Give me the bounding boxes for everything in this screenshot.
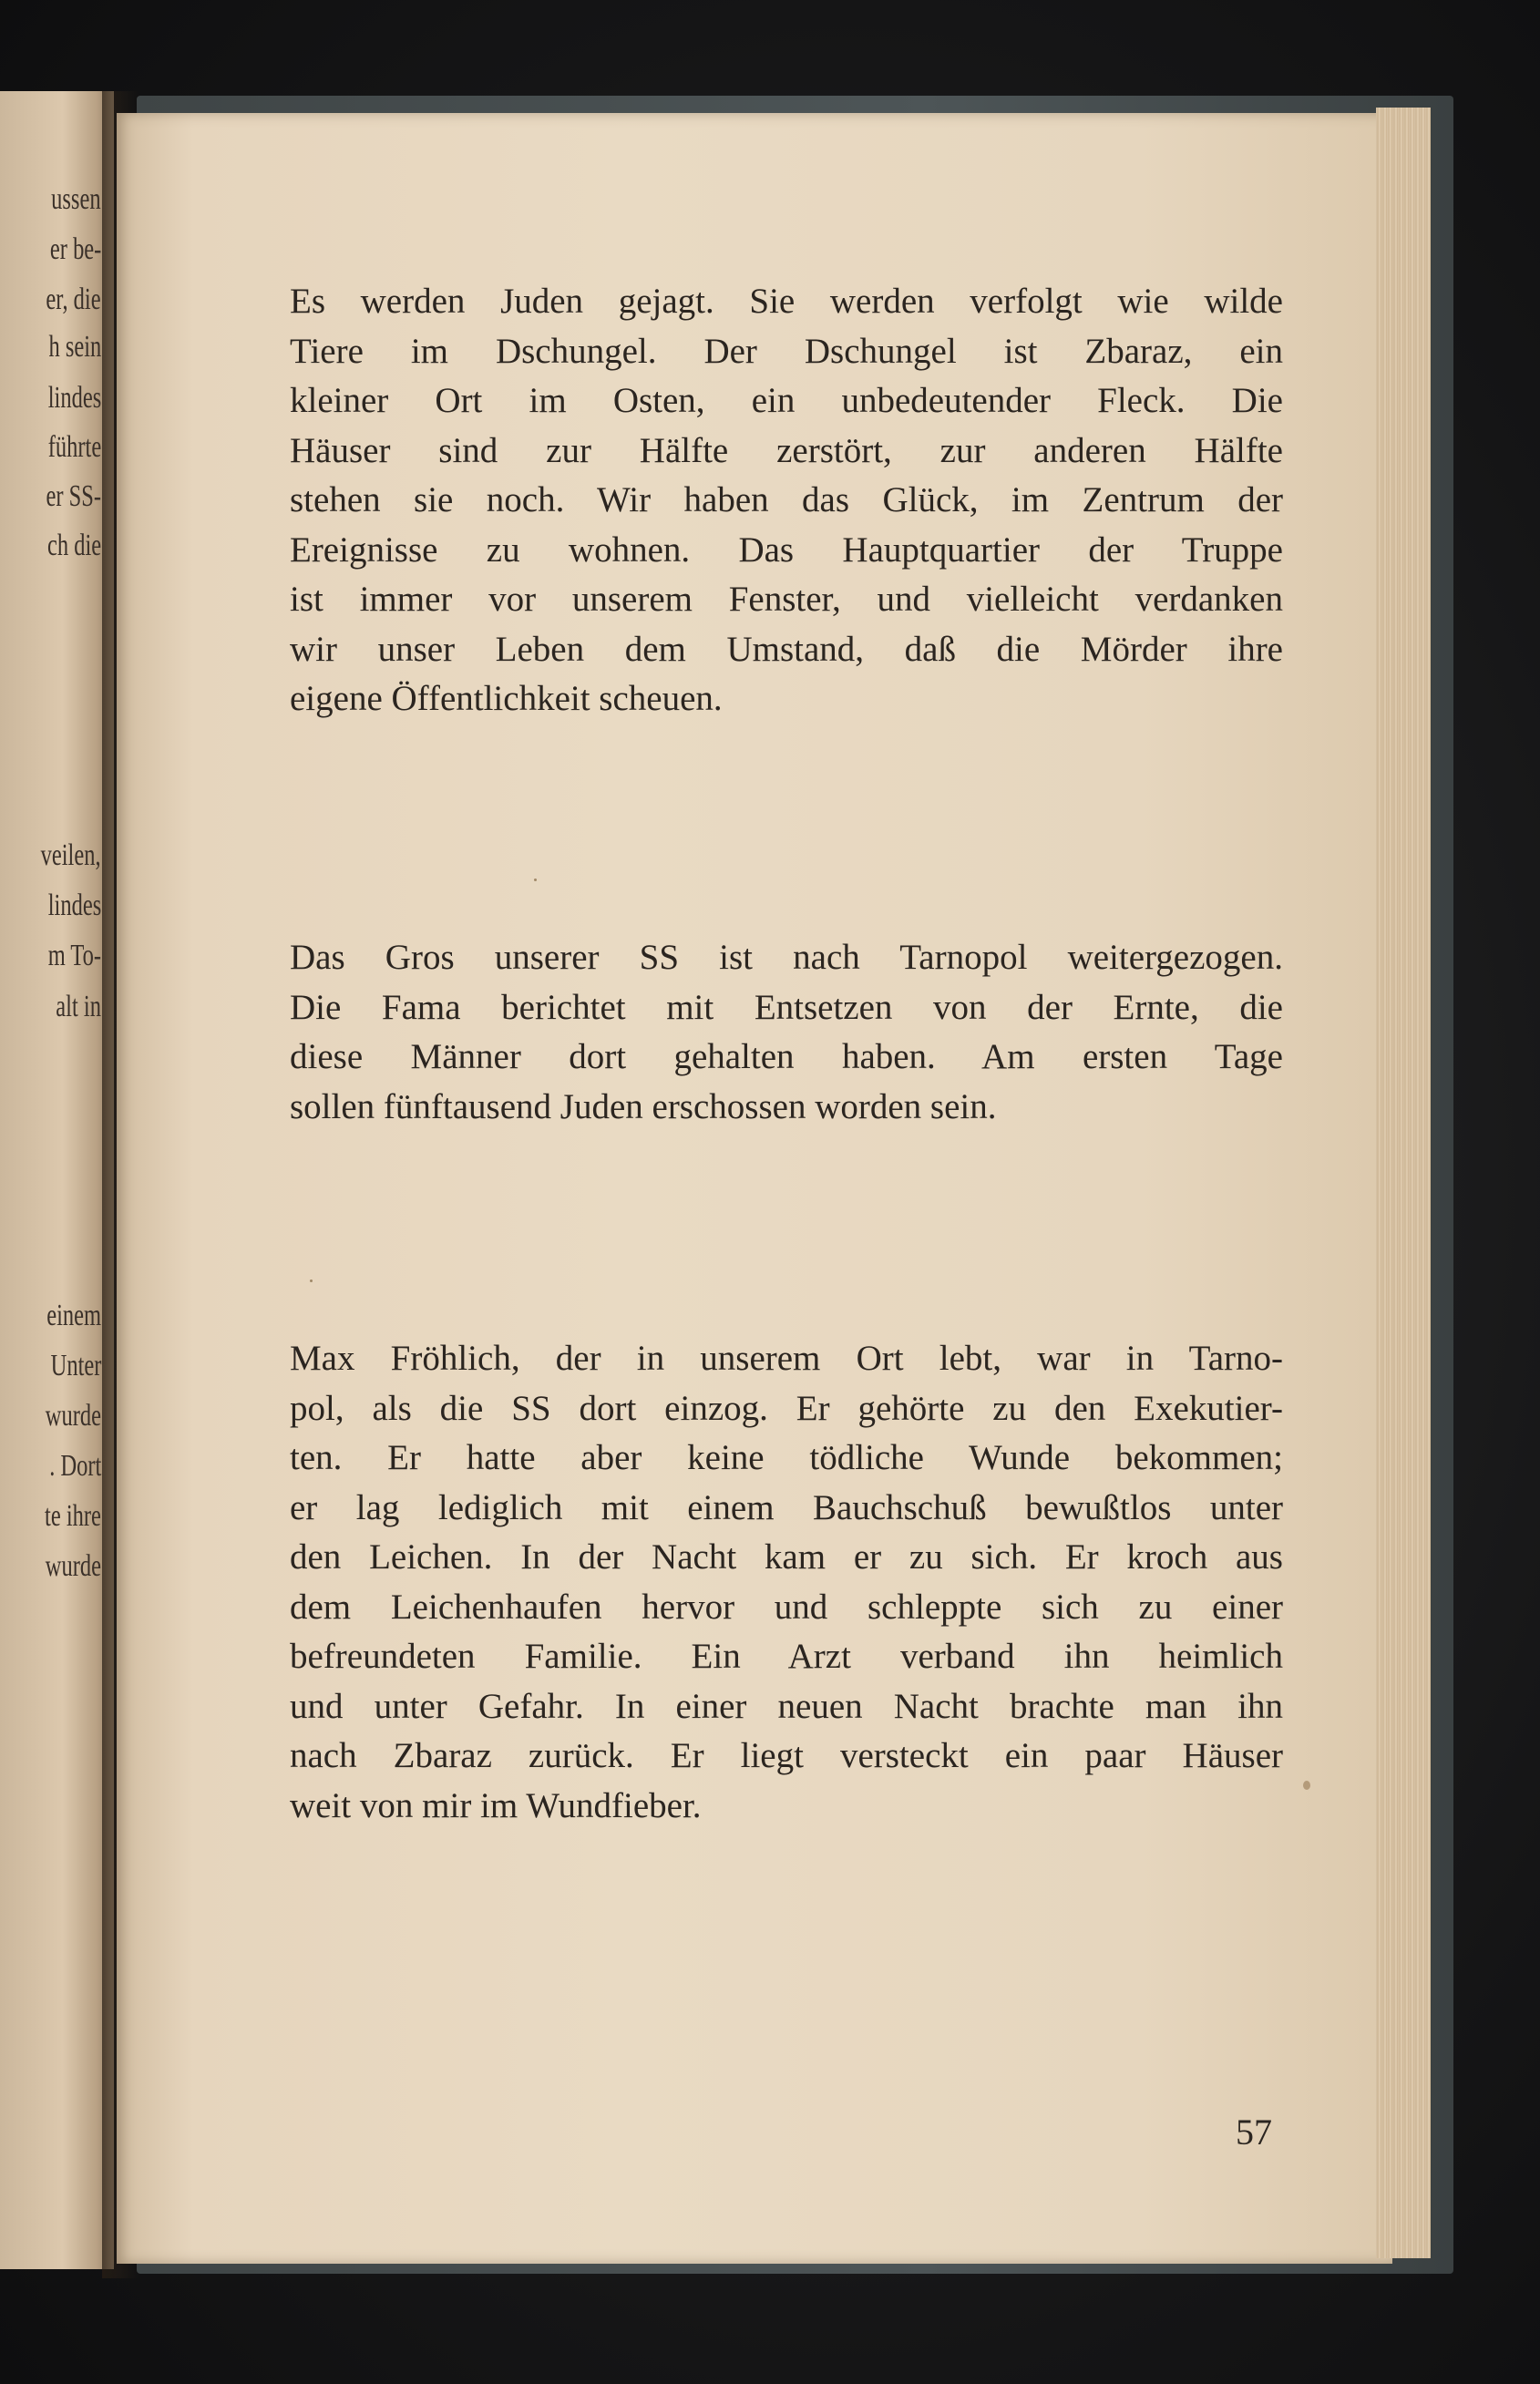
paragraph-1 bbox=[290, 277, 1283, 724]
facing-page-line: h sein bbox=[48, 330, 101, 364]
text-line: ist immer vor unserem Fenster, und vielleicht verdanken bbox=[290, 580, 1283, 619]
text-line: er lag lediglich mit einem Bauchschuß bewußtlos unter bbox=[290, 1487, 1283, 1527]
text-line: Es werden Juden gejagt. Sie werden verfolgt wie wilde bbox=[290, 282, 1283, 321]
text-line: Max Fröhlich, der in unserem Ort lebt, war in Tarno- bbox=[290, 1339, 1283, 1378]
text-line: Tiere im Dschungel. Der Dschungel ist Zbaraz, ein bbox=[290, 331, 1283, 371]
text-line: Häuser sind zur Hälfte zerstört, zur anderen Hälfte bbox=[290, 430, 1283, 470]
facing-page-line: m To- bbox=[47, 939, 101, 972]
facing-page-line: alt in bbox=[56, 990, 101, 1023]
text-line: pol, als die SS dort einzog. Er gehörte zu den Exekutier- bbox=[290, 1388, 1283, 1428]
facing-page-line: lindes bbox=[47, 889, 101, 922]
facing-page bbox=[0, 91, 114, 2269]
text-line: sollen fünftausend Juden erschossen worden sein. bbox=[290, 1086, 997, 1126]
paper-speck bbox=[534, 879, 537, 881]
text-line: Die Fama berichtet mit Entsetzen von der Ernte, die bbox=[290, 987, 1283, 1027]
text-line: dem Leichenhaufen hervor und schleppte sich zu einer bbox=[290, 1587, 1283, 1627]
text-line: nach Zbaraz zurück. Er liegt versteckt ein paar Häuser bbox=[290, 1736, 1283, 1775]
paragraph-3 bbox=[290, 1334, 1283, 1831]
page-number: 57 bbox=[1236, 2112, 1272, 2153]
text-line: weit von mir im Wundfieber. bbox=[290, 1785, 702, 1825]
facing-page-line: veilen, bbox=[41, 838, 101, 872]
facing-page-line: wurde bbox=[45, 1549, 101, 1583]
facing-page-line: er be- bbox=[49, 232, 101, 266]
text-line: Das Gros unserer SS ist nach Tarnopol weitergezogen. bbox=[290, 938, 1283, 977]
facing-page-line: wurde bbox=[45, 1399, 101, 1433]
paper-speck bbox=[310, 1279, 313, 1282]
facing-page-line: . Dort bbox=[48, 1449, 101, 1483]
text-line: diese Männer dort gehalten haben. Am ersten Tage bbox=[290, 1037, 1283, 1076]
facing-page-line: ussen bbox=[51, 182, 101, 216]
text-line: Ereignisse zu wohnen. Das Hauptquartier der Truppe bbox=[290, 529, 1283, 570]
facing-page-line: er SS- bbox=[46, 479, 101, 513]
facing-page-line: Unter bbox=[50, 1349, 101, 1382]
text-line: ten. Er hatte aber keine tödliche Wunde bekommen; bbox=[290, 1438, 1283, 1477]
book-page bbox=[117, 113, 1392, 2264]
text-line: den Leichen. In der Nacht kam er zu sich. Er kroch aus bbox=[290, 1537, 1283, 1577]
paragraph-2 bbox=[290, 933, 1283, 1132]
paper-speck bbox=[1303, 1781, 1310, 1790]
facing-page-line: führte bbox=[47, 430, 101, 464]
facing-page-line: ch die bbox=[46, 529, 101, 562]
text-line: wir unser Leben dem Umstand, daß die Mörder ihre bbox=[290, 629, 1283, 669]
text-line: eigene Öffentlichkeit scheuen. bbox=[290, 679, 723, 718]
text-line: und unter Gefahr. In einer neuen Nacht brachte man ihn bbox=[290, 1686, 1283, 1726]
text-line: stehen sie noch. Wir haben das Glück, im Zentrum der bbox=[290, 480, 1283, 519]
facing-page-line: einem bbox=[46, 1299, 101, 1332]
text-line: befreundeten Familie. Ein Arzt verband ihn heimlich bbox=[290, 1637, 1283, 1676]
page-edges bbox=[1376, 108, 1431, 2258]
facing-page-line: te ihre bbox=[45, 1499, 101, 1533]
text-line: kleiner Ort im Osten, ein unbedeutender Fleck. Die bbox=[290, 381, 1283, 420]
facing-page-line: lindes bbox=[47, 381, 101, 415]
facing-page-line: er, die bbox=[46, 283, 101, 316]
